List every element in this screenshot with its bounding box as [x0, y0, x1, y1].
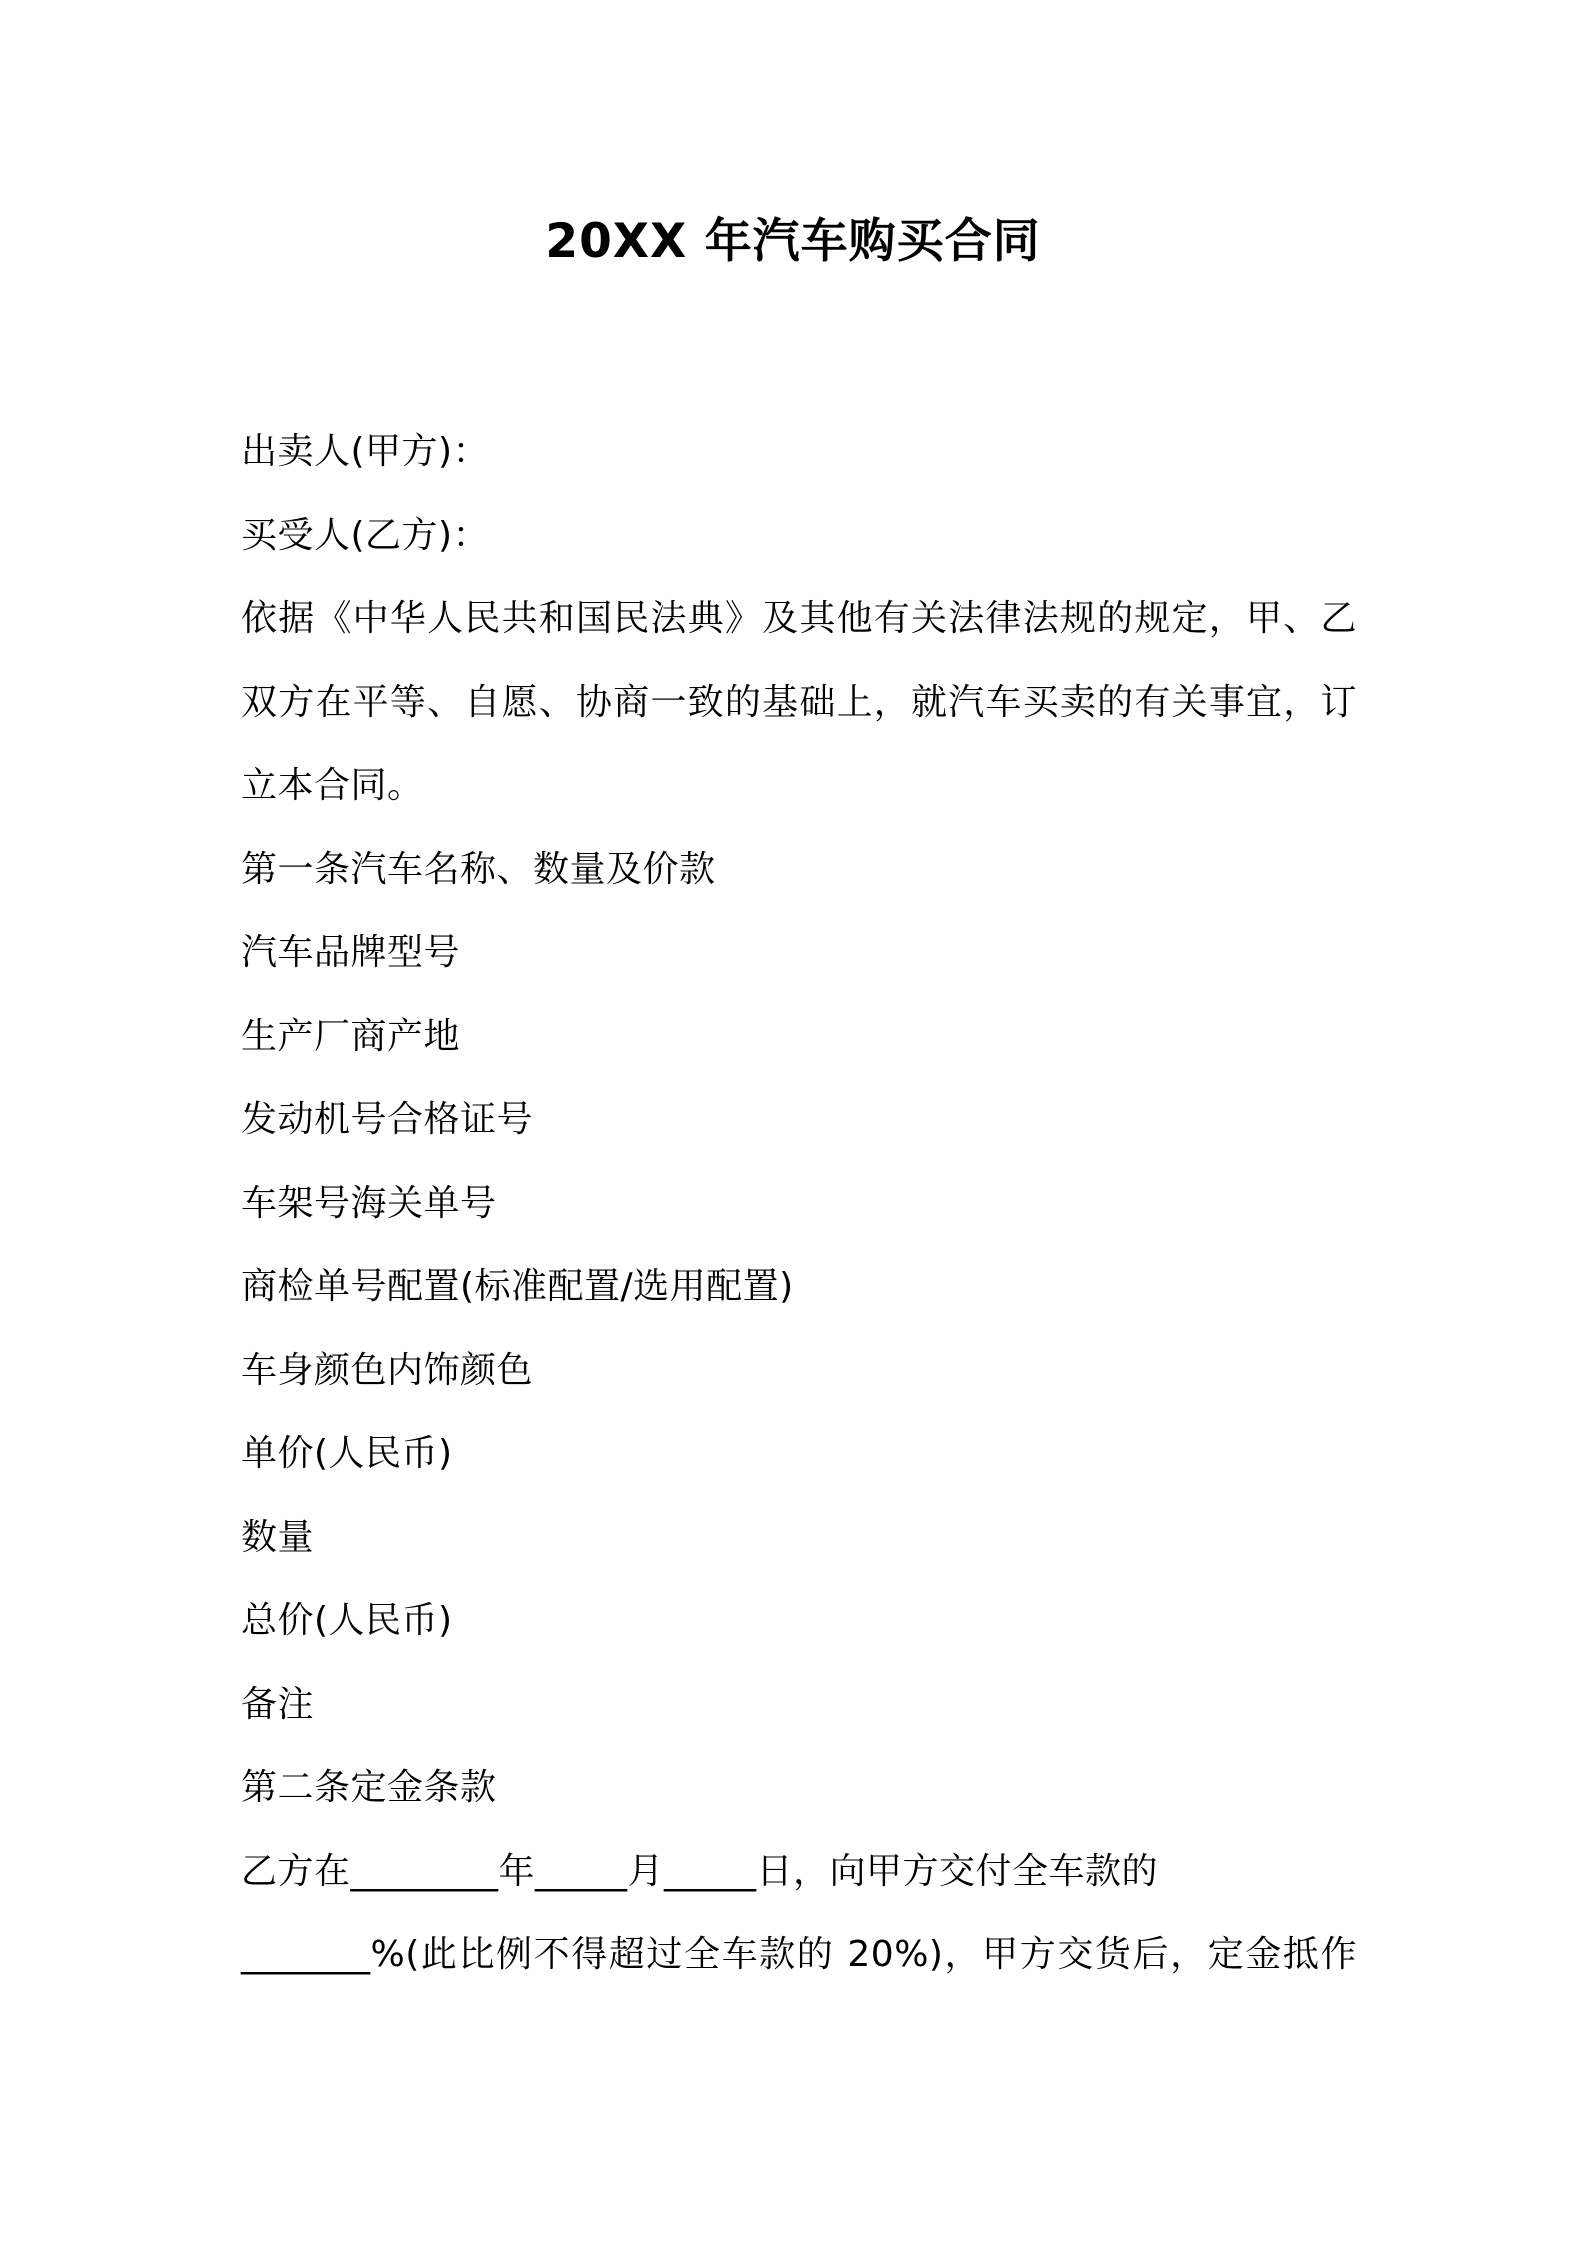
- preamble-line-2: 双方在平等、自愿、协商一致的基础上，就汽车买卖的有关事宜，订: [241, 681, 1357, 723]
- article-1-heading: 第一条汽车名称、数量及价款: [241, 848, 716, 890]
- deposit-line-1: 乙方在________年_____月_____日，向甲方交付全车款的: [241, 1850, 1159, 1892]
- buyer-line: 买受人(乙方)：: [241, 514, 490, 556]
- field-total-price: 总价(人民币): [241, 1600, 453, 1641]
- field-quantity: 数量: [241, 1516, 315, 1558]
- field-frame-customs: 车架号海关单号: [241, 1182, 497, 1224]
- document-body: [241, 410, 1361, 1997]
- field-body-interior-color: 车身颜色内饰颜色: [241, 1349, 534, 1391]
- deposit-line-2: _______%(此比例不得超过全车款的 20%)，甲方交货后，定金抵作: [241, 1934, 1357, 1975]
- field-manufacturer-origin: 生产厂商产地: [241, 1015, 461, 1057]
- article-2-heading: 第二条定金条款: [241, 1767, 497, 1808]
- field-inspection-config: 商检单号配置(标准配置/选用配置): [241, 1266, 794, 1307]
- preamble-line-3: 立本合同。: [241, 765, 424, 806]
- document-title: 20XX 年汽车购买合同: [545, 214, 1041, 269]
- field-unit-price: 单价(人民币): [241, 1433, 453, 1474]
- seller-line: 出卖人(甲方)：: [241, 431, 490, 472]
- field-remarks: 备注: [241, 1683, 315, 1725]
- preamble-line-1: 依据《中华人民共和国民法典》及其他有关法律法规的规定，甲、乙: [241, 598, 1357, 639]
- field-engine-certificate: 发动机号合格证号: [241, 1099, 534, 1140]
- field-brand-model: 汽车品牌型号: [241, 932, 461, 973]
